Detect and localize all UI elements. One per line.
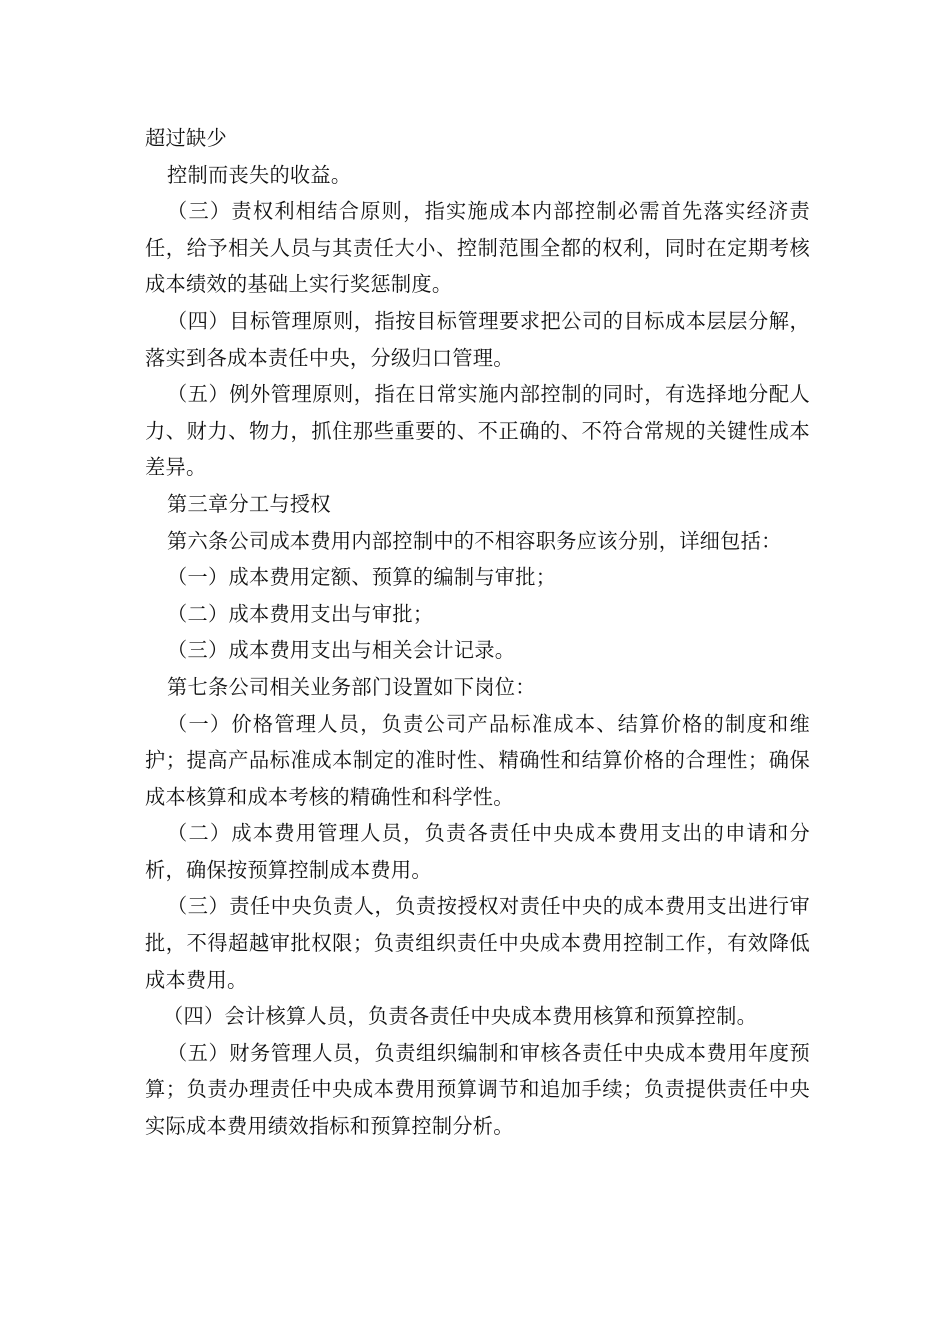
article-6-item-3: （三）成本费用支出与相关会计记录。 (167, 638, 516, 663)
article-6: 第六条公司成本费用内部控制中的不相容职务应该分别，详细包括： (167, 528, 782, 553)
document-body (145, 120, 810, 1145)
article-7-item-4: （四）会计核算人员，负责各责任中央成本费用核算和预算控制。 (163, 1004, 758, 1029)
chapter-heading: 第三章分工与授权 (167, 491, 331, 516)
paragraph-continuation-2: 控制而丧失的收益。 (167, 162, 352, 187)
article-6-item-1: （一）成本费用定额、预算的编制与审批； (167, 565, 557, 590)
article-7-item-5: （五）财务管理人员，负责组织编制和审核各责任中央成本费用年度预算；负责办理责任中央成本费用预算调节和追加手续；负责提供责任中央实际成本费用绩效指标和预算控制分析。 (145, 1040, 810, 1139)
article-6-item-2: （二）成本费用支出与审批； (167, 601, 434, 626)
paragraph-principle-5: （五）例外管理原则，指在日常实施内部控制的同时，有选择地分配人力、财力、物力，抓住那些重要的、不正确的、不符合常规的关键性成本差异。 (145, 382, 810, 480)
paragraph-principle-3: （三）责权利相结合原则，指实施成本内部控制必需首先落实经济责任，给予相关人员与其责任大小、控制范围全都的权利，同时在定期考核成本绩效的基础上实行奖惩制度。 (145, 199, 810, 297)
paragraph-principle-4: （四）目标管理原则，指按目标管理要求把公司的目标成本层层分解，落实到各成本责任中央，分级归口管理。 (145, 308, 810, 370)
article-7-item-3: （三）责任中央负责人，负责按授权对责任中央的成本费用支出进行审批，不得超越审批权限；负责组织责任中央成本费用控制工作，有效降低成本费用。 (145, 894, 810, 992)
article-7-item-1: （一）价格管理人员，负责公司产品标准成本、结算价格的制度和维护；提高产品标准成本制定的准时性、精确性和结算价格的合理性；确保成本核算和成本考核的精确性和科学性。 (145, 711, 810, 809)
article-7: 第七条公司相关业务部门设置如下岗位： (167, 674, 536, 699)
article-7-item-2: （二）成本费用管理人员，负责各责任中央成本费用支出的申请和分析，确保按预算控制成本费用。 (145, 821, 810, 882)
paragraph-continuation: 超过缺少 (145, 126, 227, 150)
